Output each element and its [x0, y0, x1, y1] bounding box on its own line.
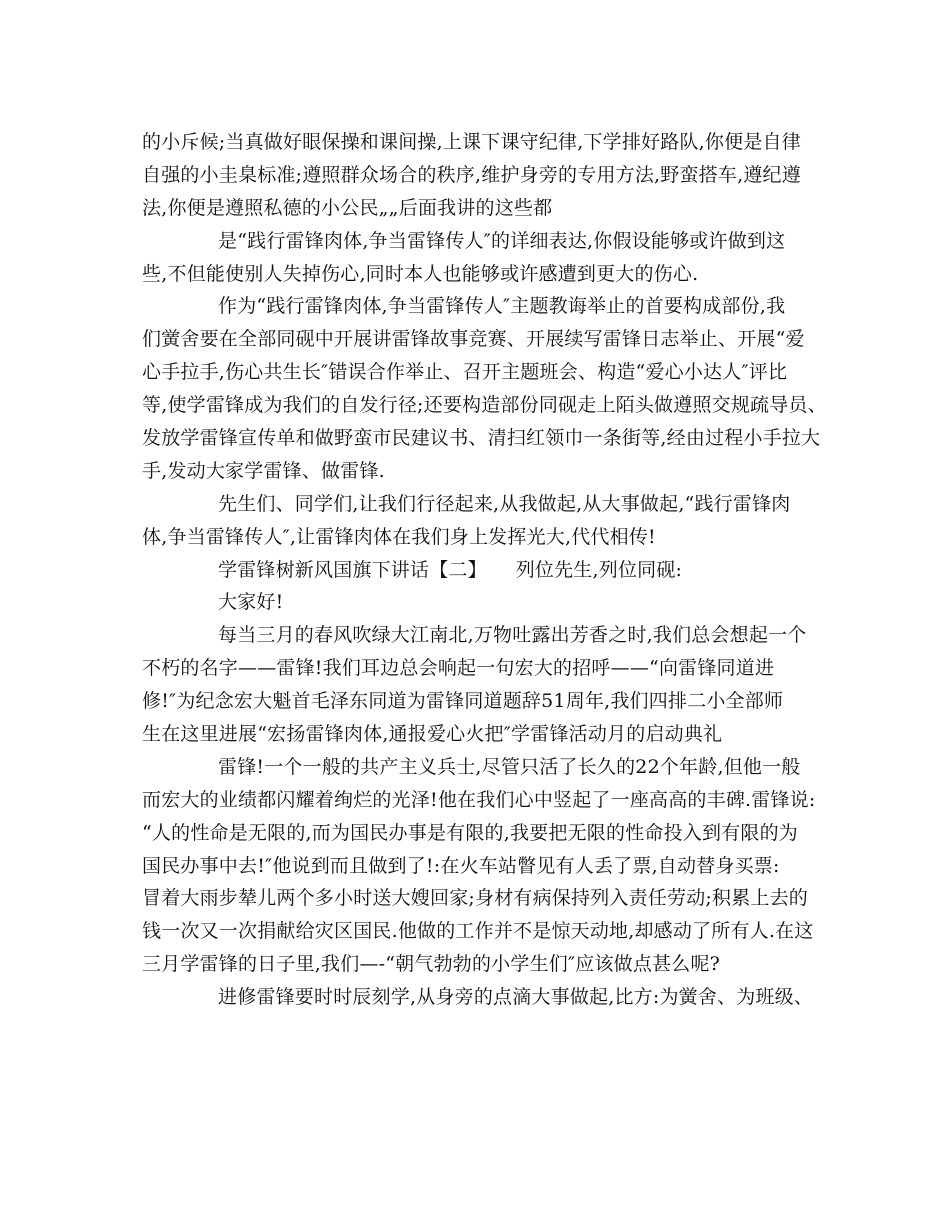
text-line: 冒着大雨步辇儿两个多小时送大嫂回家;身材有病保持列入责任劳动;积累上去的 — [142, 887, 809, 910]
text-line: 心手拉手,伤心共生长″错误合作举止、召开主题班会、构造“爱心小达人″评比 — [142, 361, 788, 384]
text-line: 自强的小圭臬标准;遵照群众场合的秩序,维护身旁的专用方法,野蛮搭车,遵纪遵 — [142, 163, 801, 186]
text-line: 三月学雷锋的日子里,我们—-“朝气勃勃的小学生们″应该做点甚么呢? — [142, 953, 721, 976]
text-line: 是“践行雷锋肉体,争当雷锋传人″的详细表达,你假设能够或许做到这 — [218, 229, 786, 252]
text-line: 些,不但能使别人失掉伤心,同时本人也能够或许感遭到更大的伤心. — [142, 262, 699, 285]
text-line: “人的性命是无限的,而为国民办事是有限的,我要把无限的性命投入到有限的为 — [142, 821, 798, 844]
text-line: 钱一次又一次捐献给灾区国民.他做的工作并不是惊天动地,却感动了所有人.在这 — [142, 920, 814, 943]
text-line: 法,你便是遵照私德的小公民„„后面我讲的这些都 — [142, 196, 553, 219]
greeting-line: 大家好! — [218, 591, 284, 614]
text-line: 作为“践行雷锋肉体,争当雷锋传人″主题教诲举止的首要构成部份,我 — [218, 295, 786, 318]
text-line: 等,使学雷锋成为我们的自发行径;还要构造部份同砚走上陌头做遵照交规疏导员、 — [142, 394, 827, 417]
text-line: 每当三月的春风吹绿大江南北,万物吐露出芳香之时,我们总会想起一个 — [218, 624, 807, 647]
text-line: 而宏大的业绩都闪耀着绚烂的光泽!他在我们心中竖起了一座高高的丰碑.雷锋说: — [142, 788, 816, 811]
text-line: 先生们、同学们,让我们行径起来,从我做起,从大事做起,“践行雷锋肉 — [218, 492, 791, 515]
section-heading-line: 学雷锋树新风国旗下讲话【二】 列位先生,列位同砚: — [218, 558, 683, 581]
text-line: 发放学雷锋宣传单和做野蛮市民建议书、清扫红领巾一条街等,经由过程小手拉大 — [142, 427, 821, 450]
text-line: 手,发动大家学雷锋、做雷锋. — [142, 459, 385, 482]
text-line: 进修雷锋要时时辰刻学,从身旁的点滴大事做起,比方:为黉舍、为班级、 — [218, 986, 814, 1009]
text-line: 国民办事中去!″他说到而且做到了!:在火车站瞥见有人丢了票,自动替身买票: — [142, 854, 780, 877]
document-body — [142, 126, 827, 1014]
text-line: 们黉舍要在全部同砚中开展讲雷锋故事竞赛、开展续写雷锋日志举止、开展“爱 — [142, 328, 805, 351]
text-line: 不朽的名字——雷锋!我们耳边总会响起一句宏大的招呼——“向雷锋同道进 — [142, 657, 775, 680]
text-line: 雷锋!一个一般的共产主义兵士,尽管只活了长久的22个年龄,但他一般 — [218, 755, 801, 778]
text-line: 修!″为纪念宏大魁首毛泽东同道为雷锋同道题辞51周年,我们四排二小全部师 — [142, 690, 784, 713]
text-line: 的小斥候;当真做好眼保操和课间操,上课下课守纪律,下学排好路队,你便是自律 — [142, 131, 801, 153]
text-line: 生在这里进展“宏扬雷锋肉体,通报爱心火把″学雷锋活动月的启动典礼 — [142, 723, 723, 746]
text-line: 体,争当雷锋传人″,让雷锋肉体在我们身上发挥光大,代代相传! — [142, 525, 656, 548]
